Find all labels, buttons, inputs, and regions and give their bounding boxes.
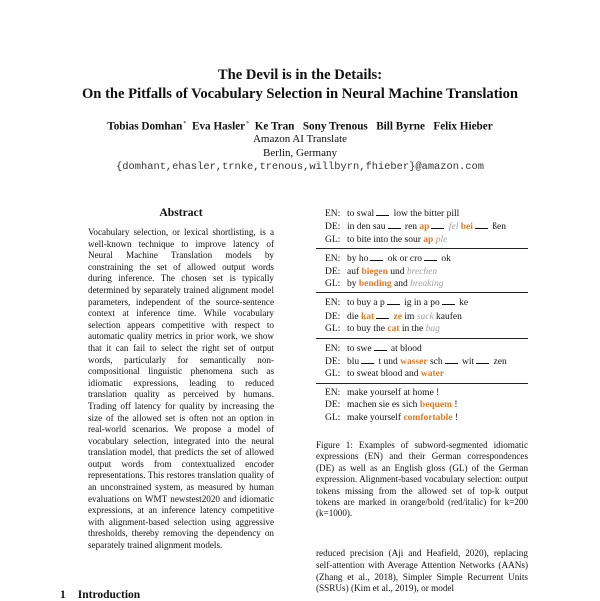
figure-line-en: [325, 387, 528, 399]
subword-separator: [424, 252, 437, 261]
missing-token-k200: ap: [419, 222, 430, 233]
token: in den sau: [347, 222, 386, 233]
figure-line-gl: [325, 368, 528, 380]
line-label: GL:: [325, 324, 341, 335]
token: t und: [376, 357, 401, 368]
missing-token-k200: biegen: [361, 266, 388, 277]
title-line-1: The Devil is in the Details:: [217, 67, 383, 83]
token: at blood: [388, 343, 422, 354]
token: blu: [347, 357, 360, 368]
idiom-figure: [316, 204, 528, 426]
missing-token-k200: ap: [423, 234, 434, 245]
author: Sony Trenous: [302, 120, 368, 133]
line-label: GL:: [325, 369, 341, 380]
figure-example-block: [316, 339, 528, 384]
line-label: GL:: [325, 279, 341, 290]
token: in the: [399, 324, 426, 335]
abstract-text: Vocabulary selection, or lexical shortlisting, is a well-known technique to improve latency of Neural Machine Translation models by constraining the set of allowed output words during inference. The chosen set is typically determined by separately trained alignment model parameters, independent of the source-sentence context at inference time. While vocabulary selection appears competitive with respect to automatic quality metrics in prior work, we show that it can fail to select the right set of output words, particularly for semantically non-compositional linguistic phenomena such as idiomatic expressions, leading to reduced translation quality as perceived by humans. Trading off latency for quality by increasing the size of the allowed set is often not an option in real-world scenarios. We propose a model of vocabulary selection, integrated into the neural translation model, that predicts the set of allowed output words from contextualized encoder representations. This restores translation quality of an unconstrained system, as measured by human evaluations on WMT newstest2020 and idiomatic expressions, at an inference latency competitive with alignment-based selection using aggressive thresholds, thereby removing the dependency on separately trained alignment models.: [88, 227, 274, 551]
subword-separator: [445, 355, 458, 364]
location: Berlin, Germany: [263, 147, 337, 159]
author: Tobias Domhan: [107, 120, 183, 133]
token: ok: [439, 254, 451, 265]
subword-separator: [370, 252, 383, 261]
missing-token-k200: bequem: [419, 400, 453, 411]
affiliation: Amazon AI Translate: [252, 133, 348, 145]
author-mark: *: [183, 121, 187, 127]
token: machen sie es sich: [347, 400, 420, 411]
author-emails: {domhant,ehasler,trnke,trenous,willbyrn,fhieber}@amazon.com: [116, 161, 484, 173]
token: low the bitter pill: [391, 209, 460, 219]
author: Felix Hieber: [433, 120, 493, 133]
title-line-2: On the Pitfalls of Vocabulary Selection in Neural Machine Translation: [81, 86, 519, 102]
token: to bite into the sour: [347, 234, 424, 245]
line-label: DE:: [325, 400, 341, 411]
token: ok or cro: [385, 254, 423, 265]
body-text-right: reduced precision (Aji and Heafield, 2020), replacing self-attention with Average Attention Networks (AANs) (Zhang et al., 2018), Simpler Simple Recurrent Units (SSRUs) (Kim et al., 2019), or model: [316, 548, 528, 594]
figure-line-gl: [325, 234, 528, 246]
token: by ho: [347, 254, 369, 265]
token: to sweat blood and: [347, 369, 421, 380]
figure-example-block: [316, 384, 528, 426]
figure-line-de: [325, 310, 528, 323]
token: to swal: [347, 209, 375, 219]
author: Bill Byrne: [376, 120, 425, 133]
token: make yourself at home !: [347, 387, 440, 398]
line-label: EN:: [325, 254, 341, 265]
missing-token-k200: bei: [458, 222, 473, 233]
figure-line-de: [325, 399, 528, 411]
section-heading: [60, 589, 140, 601]
token: auf: [347, 266, 362, 277]
missing-token-k200: water: [420, 369, 445, 380]
missing-token-k200: wasser: [400, 357, 428, 368]
figure-line-en: [325, 252, 528, 265]
token: to buy the: [347, 324, 388, 335]
token: zen: [491, 357, 507, 368]
figure-example-block: [316, 293, 528, 338]
subword-separator: [361, 355, 374, 364]
author: Eva Hasler: [192, 120, 246, 133]
abstract-heading: Abstract: [159, 206, 203, 219]
figure-line-de: [325, 355, 528, 368]
figure-line-en: [325, 207, 528, 220]
token: die: [347, 311, 361, 322]
token: ke: [456, 298, 469, 309]
line-label: GL:: [325, 412, 341, 423]
missing-token-k200: kat: [360, 311, 375, 322]
subword-separator: [376, 207, 389, 216]
line-label: GL:: [325, 234, 341, 245]
subword-separator: [387, 296, 400, 305]
figure-line-gl: [325, 412, 528, 424]
token: ig in a po: [401, 298, 440, 309]
line-label: DE:: [325, 357, 341, 368]
figure-example-block: [316, 204, 528, 249]
subword-separator: [374, 342, 387, 351]
token: ßen: [489, 222, 506, 233]
figure-line-gl: [325, 323, 528, 335]
line-label: EN:: [325, 343, 341, 354]
line-label: DE:: [325, 222, 341, 233]
line-label: DE:: [325, 266, 341, 277]
affiliation-block: [0, 132, 600, 160]
missing-token-k200: cat: [387, 324, 400, 335]
subword-separator: [431, 220, 444, 229]
missing-token-k1000: brechen: [406, 266, 438, 277]
token: !: [452, 400, 458, 411]
missing-token-k1000: ple: [433, 234, 448, 245]
author-mark: *: [246, 121, 250, 127]
missing-token-k1000: sack: [416, 311, 434, 322]
subword-separator: [442, 296, 455, 305]
author: Ke Tran: [254, 120, 295, 133]
missing-token-k200: bending: [358, 279, 392, 290]
subword-separator: [476, 355, 489, 364]
figure-line-en: [325, 342, 528, 355]
subword-separator: [388, 220, 401, 229]
missing-token-k1000: fel: [448, 222, 459, 233]
token: ren: [402, 222, 420, 233]
line-label: EN:: [325, 209, 341, 219]
token: im: [402, 311, 417, 322]
figure-caption: Figure 1: Examples of subword-segmented idiomatic expressions (EN) and their German correspondences (DE) as well as an English gloss (GL) of the German expression. Alignment-based vocabulary selection: output tokens missing from the allowed set of top-k output tokens are marked in orange/bold (red/italic) for k=200 (k=1000).: [316, 440, 528, 519]
missing-token-k1000: bag: [425, 324, 440, 335]
token: und: [387, 266, 407, 277]
figure-example-block: [316, 249, 528, 293]
token: make yourself: [347, 412, 404, 423]
token: !: [452, 412, 459, 423]
line-label: EN:: [325, 387, 341, 398]
figure-line-de: [325, 220, 528, 233]
token: sch: [427, 357, 443, 368]
token: kaufen: [433, 311, 462, 322]
token: to buy a p: [347, 298, 385, 309]
line-label: DE:: [325, 311, 341, 322]
missing-token-k200: comfortable: [403, 412, 453, 423]
figure-line-gl: [325, 278, 528, 290]
token: by: [347, 279, 359, 290]
missing-token-k200: ze: [393, 311, 402, 322]
figure-line-en: [325, 296, 528, 309]
subword-separator: [475, 220, 488, 229]
subword-separator: [376, 310, 389, 319]
figure-line-de: [325, 266, 528, 278]
section-title: Introduction: [77, 589, 141, 601]
line-label: EN:: [325, 298, 341, 309]
token: wit: [459, 357, 475, 368]
missing-token-k1000: breaking: [410, 279, 444, 290]
token: to swe: [347, 343, 372, 354]
section-number: 1: [60, 589, 66, 601]
token: and: [391, 279, 411, 290]
paper-title: [0, 66, 600, 104]
